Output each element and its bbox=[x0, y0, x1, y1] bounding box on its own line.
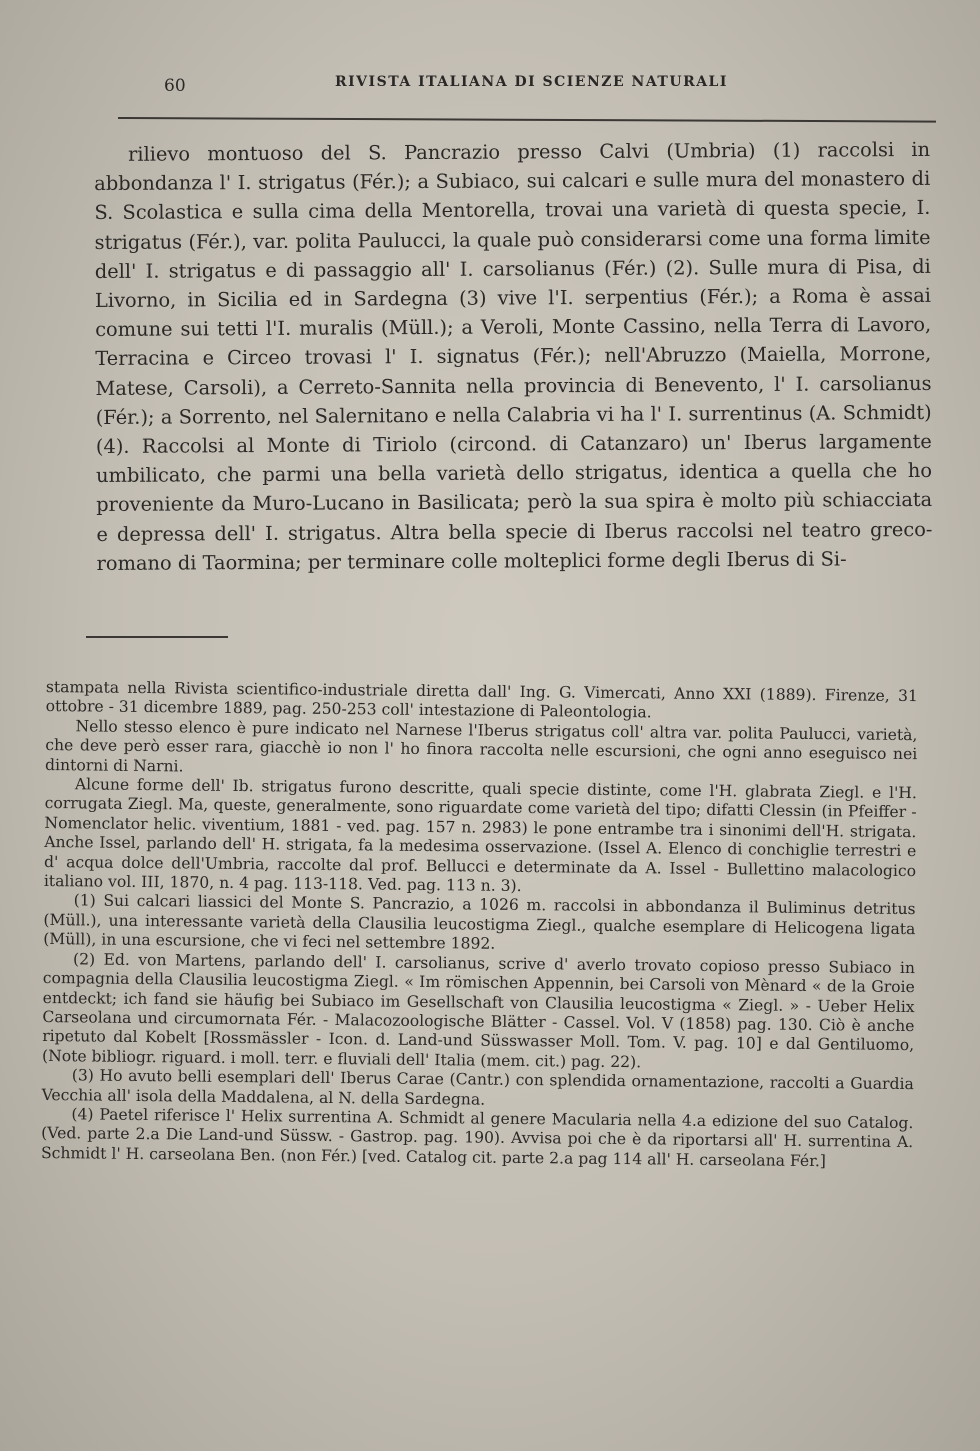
footnote-paragraph: Nello stesso elenco è pure indicato nel Narnese l'Iberus strigatus coll' altra var. polita Paulucci, varietà, che deve però esser rara, giacchè io non l' ho finora raccolta nelle escursioni, che ogni anno eseguisco nei dintorni di Narni. bbox=[44, 717, 918, 776]
footnote-paragraph: Alcune forme dell' Ib. strigatus furono descritte, quali specie distinte, come l'H. glabrata Ziegl. e l'H. corrugata Ziegl. Ma, queste, generalmente, sono riguardate come varietà del tipo; difatti Clessin (in Pfeiffer - Nomenclator helic. viventium, 1881 - ved. pag. 157 n. 2983) le pone entrambe tra i sinonimi dell'H. strigata. Anche Issel, parlando dell' H. strigata, fa la medesima osservazione. (Issel A. Elenco di conchiglie terrestri e d' acqua dolce dell'Umbria, raccolte dal prof. Bellucci e determinate da A. Issel - Bullettino malacologico italiano vol. III, 1870, n. 4 pag. 113-118. Ved. pag. 113 n. 3). bbox=[43, 775, 917, 896]
page-header bbox=[160, 70, 920, 98]
footnotes bbox=[41, 678, 918, 1172]
body-paragraph: rilievo montuoso del S. Pancrazio presso Calvi (Umbria) (1) raccolsi in abbondanza l' I. strigatus (Fér.); a Subiaco, sui calcari e sulle mura del monastero di S. Scolastica e sulla cima della Mentorella, trovai una varietà di questa specie, I. strigatus (Fér.), var. polita Paulucci, la quale può considerarsi come una forma limite dell' I. strigatus e di passaggio all' I. carsolianus (Fér.) (2). Sulle mura di Pisa, di Livorno, in Sicilia ed in Sardegna (3) vive l'I. serpentius (Fér.); a Roma è assai comune sui tetti l'I. muralis (Müll.); a Veroli, Monte Cassino, nella Terra di Lavoro, Terracina e Circeo trovasi l' I. signatus (Fér.); nell'Abruzzo (Maiella, Morrone, Matese, Carsoli), a Cerreto-Sannita nella provincia di Benevento, l' I. carsolianus (Fér.); a Sorrento, nel Salernitano e nella Calabria vi ha l' I. surrentinus (A. Schmidt) (4). Raccolsi al Monte di Tiriolo (circond. di Catanzaro) un' Iberus largamente umbilicato, che parmi una bella varietà dello strigatus, identica a quella che ho proveniente da Muro-Lucano in Basilicata; però la sua spira è molto più schiacciata e depressa dell' I. strigatus. Altra bella specie di Iberus raccolsi nel teatro greco-romano di Taormina; per terminare colle molteplici forme degli Iberus di Si- bbox=[94, 137, 933, 575]
header-rule bbox=[118, 117, 936, 123]
footnote-4: (4) Paetel riferisce l' Helix surrentina A. Schmidt al genere Macularia nella 4.a edizione del suo Catalog. (Ved. parte 2.a Die Land-und Süssw. - Gastrop. pag. 190). Avvisa poi che è da riportarsi all' H. surrentina A. Schmidt l' H. carseolana Ben. (non Fér.) [ved. Catalog cit. parte 2.a pag 114 all' H. carseolana Fér.] bbox=[40, 1105, 914, 1170]
footnote-3: (3) Ho avuto belli esemplari dell' Iberus Carae (Cantr.) con splendida ornamentazione, raccolti a Guardia Vecchia all' isola della Maddalena, al N. della Sardegna. bbox=[41, 1066, 914, 1109]
footnote-1: (1) Sui calcari liassici del Monte S. Pancrazio, a 1026 m. raccolsi in abbondanza il Buliminus detritus (Müll.), una interessante varietà della Clausilia leucostigma Ziegl., qualche esemplare di Helicogena ligata (Müll), in una escursione, che vi feci nel settembre 1892. bbox=[43, 891, 916, 954]
footnote-rule bbox=[86, 636, 228, 638]
main-text bbox=[94, 135, 933, 578]
running-title: RIVISTA ITALIANA DI SCIENZE NATURALI bbox=[335, 74, 728, 90]
page-number: 60 bbox=[164, 76, 186, 96]
footnote-2: (2) Ed. von Martens, parlando dell' I. carsolianus, scrive d' averlo trovato copioso presso Subiaco in compagnia della Clausilia leucostigma Ziegl. « Im römischen Appennin, bei Carsoli von Mènard « de la Groie entdeckt; ich fand sie häufig bei Subiaco im Gesellschaft von Clausilia leucostigma « Ziegl. » - Ueber Helix Carseolana und circumornata Fér. - Malacozoologische Blätter - Cassel. Vol. V (1858) pag. 130. Ciò è anche ripetuto dal Kobelt [Rossmässler - Icon. d. Land-und Süsswasser Moll. Tom. V. pag. 10] e dal Gentiluomo, (Note bibliogr. riguard. i moll. terr. e fluviali dell' Italia (mem. cit.) pag. 22). bbox=[41, 949, 916, 1071]
footnote-continuation: stampata nella Rivista scientifico-industriale diretta dall' Ing. G. Vimercati, Anno XXI (1889). Firenze, 31 ottobre - 31 dicembre 1889, pag. 250-253 coll' intestazione di Paleontologia. bbox=[45, 678, 918, 722]
